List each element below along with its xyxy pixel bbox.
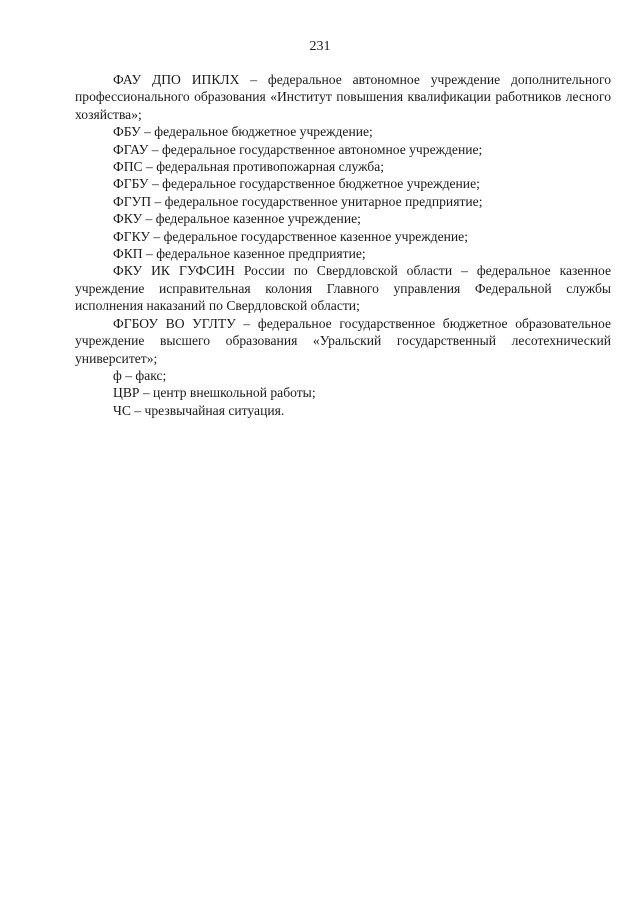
abbreviation-entry-chs: ЧС – чрезвычайная ситуация.	[113, 402, 285, 418]
abbreviation-list	[75, 71, 611, 419]
abbreviation-entry-fgau: ФГАУ – федеральное государственное автономное учреждение;	[113, 141, 483, 157]
abbreviation-entry-fku-ik-gufsin: ФКУ ИК ГУФСИН России по Свердловской области – федеральное казенное учреждение исправительная колония Главного управления Федеральной службы исполнения наказаний по Свердловской области;	[75, 263, 611, 314]
page-number: 231	[309, 39, 331, 54]
abbreviation-entry-fgbu: ФГБУ – федеральное государственное бюджетное учреждение;	[113, 176, 480, 192]
abbreviation-entry-fku: ФКУ – федеральное казенное учреждение;	[113, 211, 361, 227]
abbreviation-entry-fps: ФПС – федеральная противопожарная служба;	[113, 159, 385, 175]
abbreviation-entry-f: ф – факс;	[113, 367, 167, 383]
abbreviation-entry-fgbou-vo-ugltu: ФГБОУ ВО УГЛТУ – федеральное государственное бюджетное образовательное учреждение высшего образования «Уральский государственный лесотехнический университет»;	[75, 315, 611, 366]
abbreviation-entry-fau-dpo-ipklh: ФАУ ДПО ИПКЛХ – федеральное автономное учреждение дополнительного профессионального образования «Институт повышения квалификации работников лесного хозяйства»;	[75, 72, 611, 122]
abbreviation-entry-fgku: ФГКУ – федеральное государственное казенное учреждение;	[113, 228, 468, 244]
abbreviation-entry-fgup: ФГУП – федеральное государственное унитарное предприятие;	[113, 193, 483, 209]
abbreviation-entry-fbu: ФБУ – федеральное бюджетное учреждение;	[113, 124, 373, 140]
abbreviation-entry-fkp: ФКП – федеральное казенное предприятие;	[113, 246, 366, 262]
abbreviation-entry-tsvr: ЦВР – центр внешкольной работы;	[113, 385, 316, 401]
